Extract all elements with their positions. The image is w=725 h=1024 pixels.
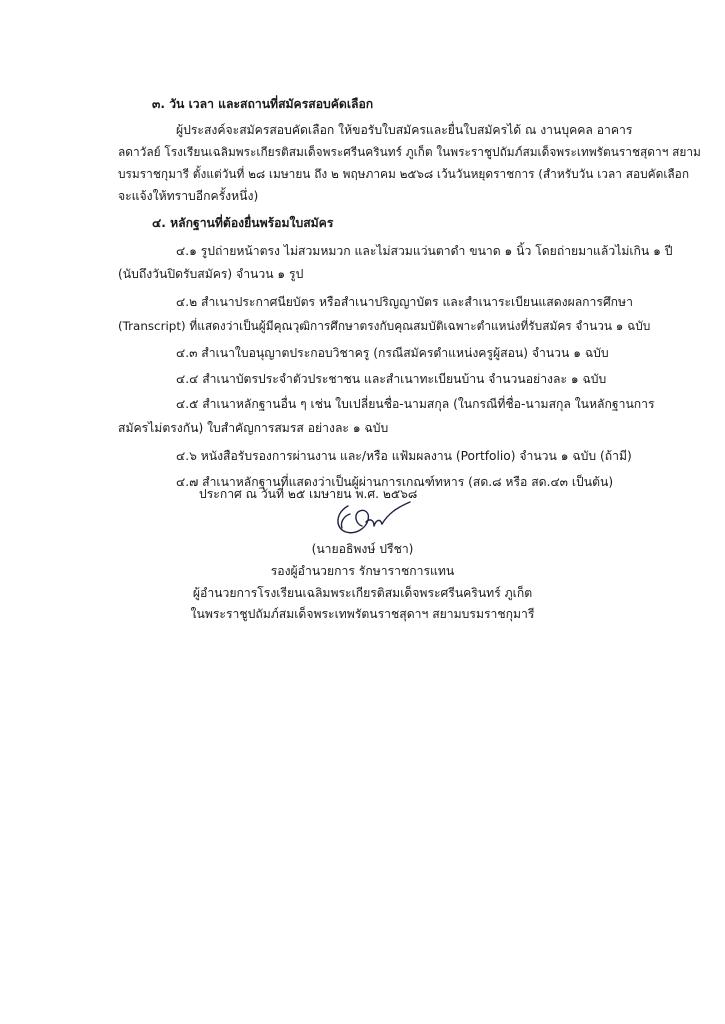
- item-4-5-line-2: สมัครไม่ตรงกัน) ใบสำคัญการสมรส อย่างละ ๑ ฉบับ: [118, 421, 389, 435]
- section-3-heading: ๓. วัน เวลา และสถานที่สมัครสอบคัดเลือก: [152, 97, 374, 111]
- section-4-heading: ๔. หลักฐานที่ต้องยื่นพร้อมใบสมัคร: [152, 216, 334, 230]
- signer-position-3: ในพระราชูปถัมภ์สมเด็จพระเทพรัตนราชสุดาฯ สยามบรมราชกุมารี: [190, 607, 535, 621]
- section-3-paragraph-line-3: บรมราชกุมารี ตั้งแต่วันที่ ๒๘ เมษายน ถึง ๒ พฤษภาคม ๒๕๖๘ เว้นวันหยุดราชการ (สำหรับวัน เวลา สอบคัดเลือก: [118, 167, 690, 181]
- item-4-3: ๔.๓ สำเนาใบอนุญาตประกอบวิชาครู (กรณีสมัครตำแหน่งครูผู้สอน) จำนวน ๑ ฉบับ: [176, 346, 609, 360]
- section-3-paragraph-line-4: จะแจ้งให้ทราบอีกครั้งหนึ่ง): [118, 189, 259, 203]
- section-3-paragraph-line-2: ลดาวัลย์ โรงเรียนเฉลิมพระเกียรติสมเด็จพระศรีนครินทร์ ภูเก็ต ในพระราชูปถัมภ์สมเด็จพระเทพรัตนราชสุดาฯ สยาม: [118, 145, 701, 159]
- item-4-1-line-1: ๔.๑ รูปถ่ายหน้าตรง ไม่สวมหมวก และไม่สวมแว่นตาดำ ขนาด ๑ นิ้ว โดยถ่ายมาแล้วไม่เกิน ๑ ปี: [176, 244, 673, 258]
- item-4-2-line-2: (Transcript) ที่แสดงว่าเป็นผู้มีคุณวุฒิการศึกษาตรงกับคุณสมบัติเฉพาะตำแหน่งที่รับสมัคร จำนวน ๑ ฉบับ: [118, 319, 651, 333]
- announcement-date: ประกาศ ณ วันที่ ๒๕ เมษายน พ.ศ. ๒๕๖๘: [199, 487, 418, 501]
- section-3-paragraph-line-1: ผู้ประสงค์จะสมัครสอบคัดเลือก ให้ขอรับใบสมัครและยื่นใบสมัครได้ ณ งานบุคคล อาคาร: [176, 123, 633, 137]
- item-4-6: ๔.๖ หนังสือรับรองการผ่านงาน และ/หรือ แฟ้มผลงาน (Portfolio) จำนวน ๑ ฉบับ (ถ้ามี): [176, 449, 632, 463]
- item-4-7: ๔.๗ สำเนาหลักฐานที่แสดงว่าเป็นผู้ผ่านการเกณฑ์ทหาร (สด.๘ หรือ สด.๔๓ เป็นต้น): [176, 475, 614, 489]
- item-4-1-line-2: (นับถึงวันปิดรับสมัคร) จำนวน ๑ รูป: [118, 267, 304, 281]
- signature-image: [330, 498, 416, 540]
- item-4-4: ๔.๔ สำเนาบัตรประจำตัวประชาชน และสำเนาทะเบียนบ้าน จำนวนอย่างละ ๑ ฉบับ: [176, 372, 607, 386]
- signer-position-1: รองผู้อำนวยการ รักษาราชการแทน: [270, 564, 455, 578]
- item-4-2-line-1: ๔.๒ สำเนาประกาศนียบัตร หรือสำเนาปริญญาบัตร และสำเนาระเบียนแสดงผลการศึกษา: [176, 295, 633, 309]
- item-4-5-line-1: ๔.๕ สำเนาหลักฐานอื่น ๆ เช่น ใบเปลี่ยนชื่อ-นามสกุล (ในกรณีที่ชื่อ-นามสกุล ในหลักฐานการ: [176, 397, 655, 411]
- signer-name: (นายอธิพงษ์ ปรีชา): [311, 542, 414, 556]
- signer-position-2: ผู้อำนวยการโรงเรียนเฉลิมพระเกียรติสมเด็จพระศรีนครินทร์ ภูเก็ต: [192, 586, 533, 600]
